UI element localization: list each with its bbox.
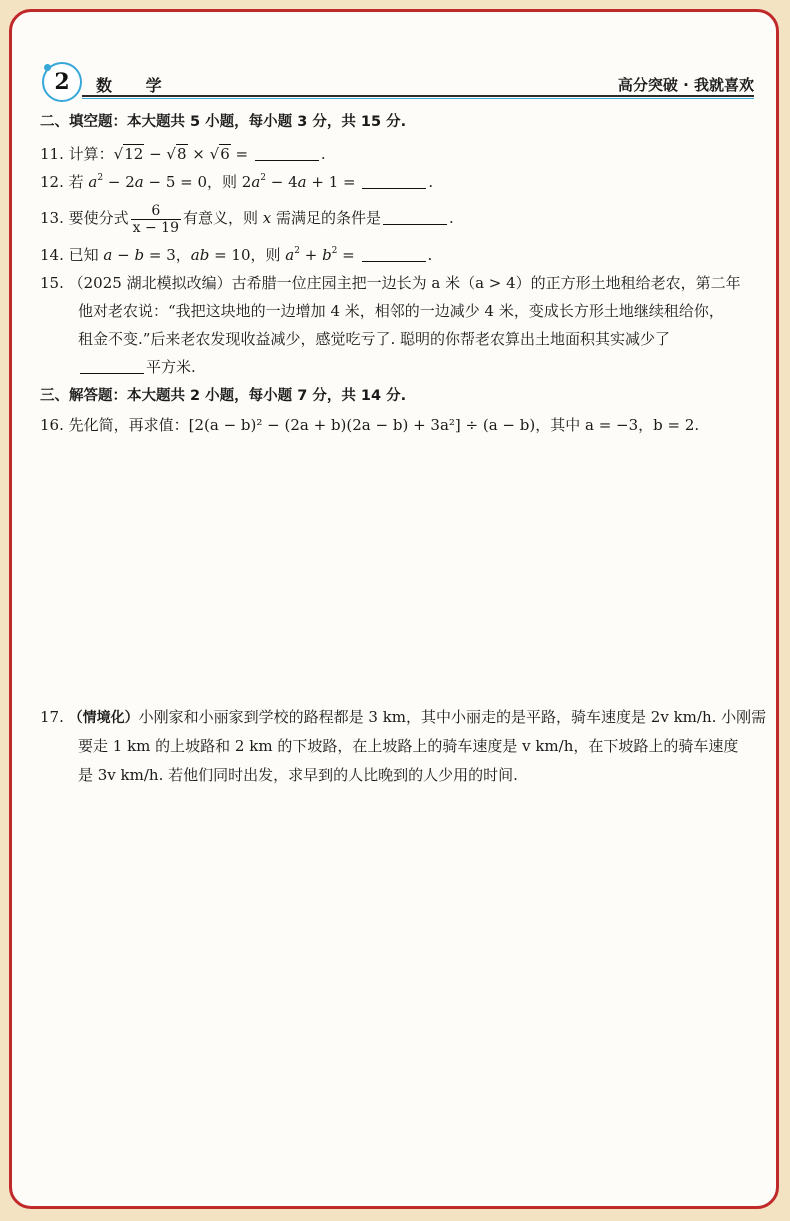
answer-blank[interactable] <box>362 174 426 189</box>
question-17-line-1: 17. （情境化）小刚家和小丽家到学校的路程都是 3 km，其中小丽走的是平路，骑车速度是 2v km/h. 小刚需 <box>40 708 767 726</box>
question-12: 12. 若 $a^2 - 2a - 5 = 0$，则 $2a^2 - 4a + 1$ = . <box>40 173 434 191</box>
question-17-line-3: 是 3v km/h. 若他们同时出发，求早到的人比晚到的人少用的时间. <box>78 766 518 784</box>
sqrt-8: √8 <box>166 145 187 163</box>
question-tag: （情境化） <box>68 710 139 726</box>
question-number: 15. <box>40 274 64 292</box>
question-15-line-3: 租金不变.”后来老农发现收益减少，感觉吃亏了. 聪明的你帮老农算出土地面积其实减少了 <box>78 330 670 348</box>
question-number: 12. <box>40 173 64 191</box>
question-15-line-4: 平方米. <box>78 357 196 377</box>
question-number: 11. <box>40 145 64 163</box>
sqrt-12: √12 <box>113 145 144 163</box>
fraction: $\frac{6}{x - 19}$ <box>132 202 179 236</box>
question-11: 11. 计算：√12 − √8 × √6 = . <box>40 145 326 163</box>
subject-title: 数 学 <box>96 76 176 95</box>
header-slogan: 高分突破 · 我就喜欢 <box>617 76 754 94</box>
dot-icon <box>44 64 51 71</box>
answer-blank[interactable] <box>383 210 447 225</box>
section-solve-title: 三、解答题：本大题共 2 小题，每小题 7 分，共 14 分. <box>40 388 407 404</box>
question-number: 13. <box>40 209 64 227</box>
question-13: 13. 要使分式 $\frac{6}{x - 19}$ 有意义，则 x 需满足的条件是 . <box>40 202 454 236</box>
answer-blank[interactable] <box>255 146 319 161</box>
header-rule-accent <box>82 98 754 99</box>
page-number: 2 <box>54 69 70 95</box>
question-number: 14. <box>40 246 64 264</box>
sqrt-6: √6 <box>209 145 230 163</box>
section-fill-blank-title: 二、填空题：本大题共 5 小题，每小题 3 分，共 15 分. <box>40 114 407 130</box>
answer-blank[interactable] <box>80 359 144 374</box>
question-text: 计算： <box>68 145 114 163</box>
question-17-line-2: 要走 1 km 的上坡路和 2 km 的下坡路，在上坡路上的骑车速度是 v km/h，在下坡路上的骑车速度 <box>78 737 739 755</box>
question-14: 14. 已知 a − b = 3，ab = 10，则 $a^2 + b^2$ = . <box>40 246 433 264</box>
question-15-line-2: 他对老农说：“我把这块地的一边增加 4 米，相邻的一边减少 4 米，变成长方形土地继续租给你， <box>78 302 724 320</box>
question-number: 16. <box>40 416 64 434</box>
header-rule <box>82 95 754 97</box>
answer-blank[interactable] <box>362 247 426 262</box>
question-number: 17. <box>40 708 64 726</box>
question-16 <box>40 415 699 435</box>
question-15-line-1: 15. （2025 湖北模拟改编）古希腊一位庄园主把一边长为 a 米（a > 4）的正方形土地租给老农，第二年 <box>40 274 741 292</box>
question-text: 先化简，再求值：[2(a − b)² − (2a + b)(2a − b) + 3a²] ÷ (a − b)，其中 a = −3，b = 2. <box>68 416 700 434</box>
